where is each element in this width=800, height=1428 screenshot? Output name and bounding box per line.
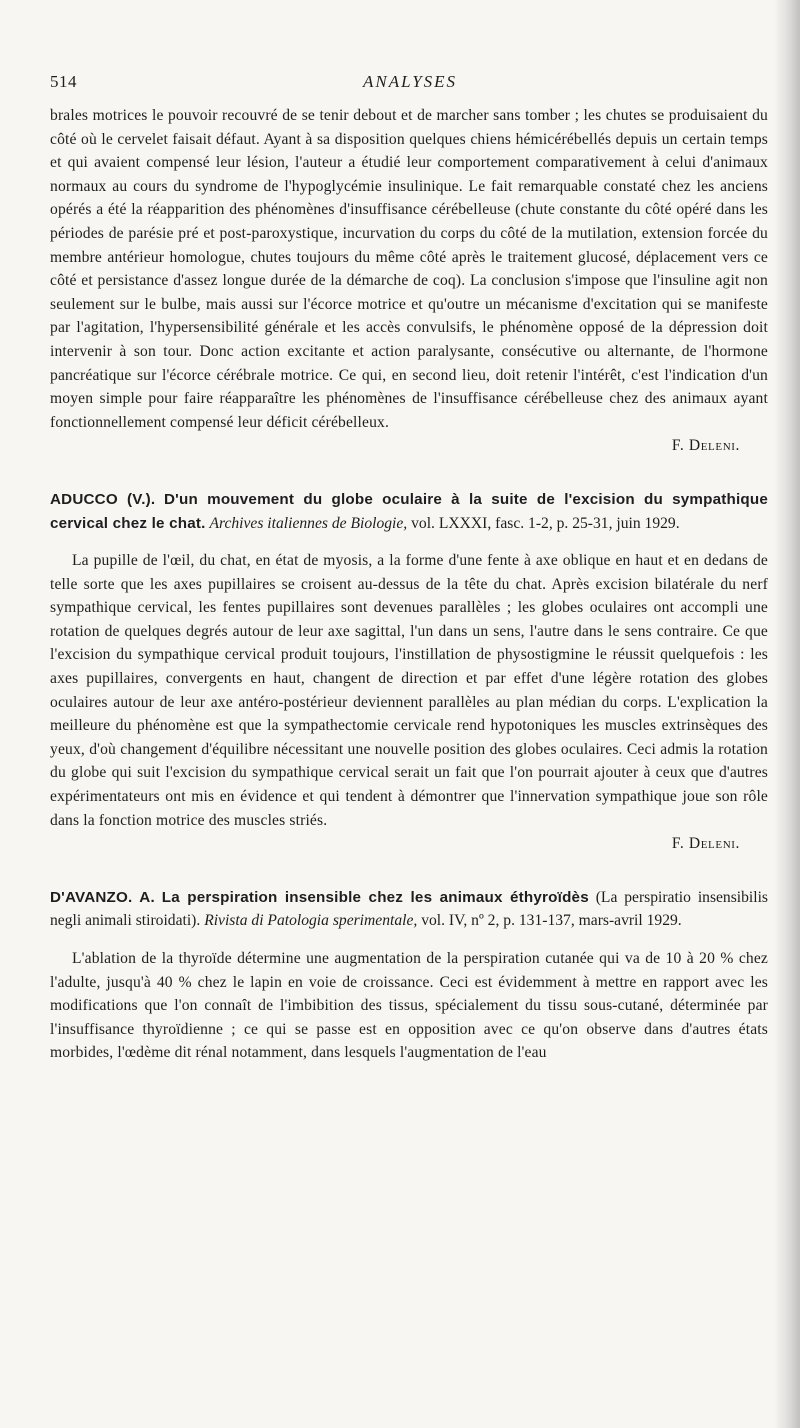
- entry-title: D'un mouvement du globe oculaire à la suite de l'excision du sympathique cervical chez le chat.: [50, 490, 769, 532]
- entry-signature-aducco: [50, 832, 768, 856]
- binding-shadow: [774, 0, 800, 1428]
- entry-author: D'AVANZO. A.: [50, 888, 155, 906]
- continuation-paragraph: brales motrices le pouvoir recouvré de se tenir debout et de marcher sans tomber ; les chutes se produisaient du côté où le cervelet faisait défaut. Ayant à sa disposition quelques chiens hémicérébellés depuis un certain temps et qui avaient compensé leur lésion, l'auteur a étudié leur comportement comparativement à celui d'animaux normaux au cours du syndrome de l'hypoglycémie insulinique. Le fait remarquable constaté chez les anciens opérés a été la réapparition des phénomènes d'insuffisance cérébelleuse (chute constante du côté opéré dans les périodes de parésie pré et post-paroxystique, incurvation du corps du côté de la mutilation, extension forcée du membre antérieur homologue, chutes toujours du même côté après le traitement glucosé, déplacement vers ce côté et persistance d'assez longue durée de la démarche de coq). La conclusion s'impose que l'insuline agit non seulement sur le bulbe, mais aussi sur l'écorce motrice et qu'outre un mécanisme d'excitation qui se manifeste par l'agitation, l'hypersensibilité générale et les accès convulsifs, le phénomène opposé de la dépression doit intervenir à son tour. Donc action excitante et action paralysante, consécutive ou alternante, de l'hormone pancréatique sur l'écorce cérébrale motrice. Ce qui, en second lieu, doit retenir l'intérêt, c'est l'indication d'un moyen simple pour faire réapparaître les phénomènes de l'insuffisance cérébelleuse chez des animaux ayant fonctionnellement compensé leur déficit cérébelleux.: [50, 107, 768, 431]
- entry-journal: Archives italiennes de Biologie,: [209, 514, 408, 532]
- running-title: ANALYSES: [362, 72, 458, 91]
- running-head: [50, 72, 770, 96]
- signature-name: Deleni.: [688, 437, 740, 455]
- entry-heading-davanzo: [50, 886, 768, 933]
- entry-journal: Rivista di Patologia sperimentale,: [204, 912, 418, 930]
- page-number: 514: [50, 72, 77, 91]
- signature-initial: F.: [671, 835, 689, 853]
- signature-name: Deleni.: [688, 835, 740, 853]
- entry-author: ADUCCO (V.).: [50, 490, 156, 508]
- entry-translation: (La perspiratio insensibilis negli animali stiroidati).: [50, 888, 768, 930]
- entry-title: La perspiration insensible chez les animaux éthyroïdès: [161, 888, 589, 906]
- signature-initial: F.: [671, 437, 689, 455]
- entry-abstract-aducco: La pupille de l'œil, du chat, en état de myosis, a la forme d'une fente à axe oblique en haut et en dedans de telle sorte que les axes pupillaires se croisent au-dessus de la tête du chat. Après excision bilatérale du nerf sympathique cervical, les fentes pupillaires sont devenues parallèles ; les globes oculaires ont accompli une rotation de quelques degrés autour de leur axe sagittal, l'un dans un sens, l'autre dans le sens contraire. Ce que l'excision du sympathique cervical produit toujours, l'instillation de physostigmine le réussit quelquefois : les axes pupillaires, convergents en haut, changent de direction et par effet d'une légère rotation des globes oculaires autour de leur axe antéro-postérieur deviennent parallèles au plan médian du corps. L'explication la meilleure du phénomène est que la sympathectomie cervicale rend hypotoniques les muscles extrinsèques des yeux, d'où changement d'équilibre nécessitant une nouvelle position des globes oculaires. Ceci admis la rotation du globe qui suit l'excision du sympathique cervical serait un fait que l'on pourrait ajouter à ceux que d'autres expérimentateurs ont mis en évidence et qui tendent à démontrer que l'innervation sympathique joue son rôle dans la fonction motrice des muscles striés.: [50, 552, 768, 829]
- entry-heading-aducco: [50, 488, 768, 535]
- entry-abstract-davanzo: L'ablation de la thyroïde détermine une augmentation de la perspiration cutanée qui va de 10 à 20 % chez l'adulte, jusqu'à 40 % chez le lapin en voie de croissance. Ceci est évidemment à mettre en rapport avec les modifications que l'on connaît de l'imbibition des tissus, spécialement du tissu sous-cutané, déterminée par l'insuffisance thyroïdienne ; ce qui se passe est en opposition avec ce qu'on observe dans d'autres états morbides, l'œdème dit rénal notamment, dans lesquels l'augmentation de l'eau: [50, 950, 768, 1062]
- page-content: [50, 104, 768, 1065]
- entry-citation: vol. IV, nº 2, p. 131-137, mars-avril 1929.: [421, 912, 682, 930]
- entry-citation: vol. LXXXI, fasc. 1-2, p. 25-31, juin 1929.: [411, 514, 680, 532]
- continuation-signature: [50, 434, 768, 458]
